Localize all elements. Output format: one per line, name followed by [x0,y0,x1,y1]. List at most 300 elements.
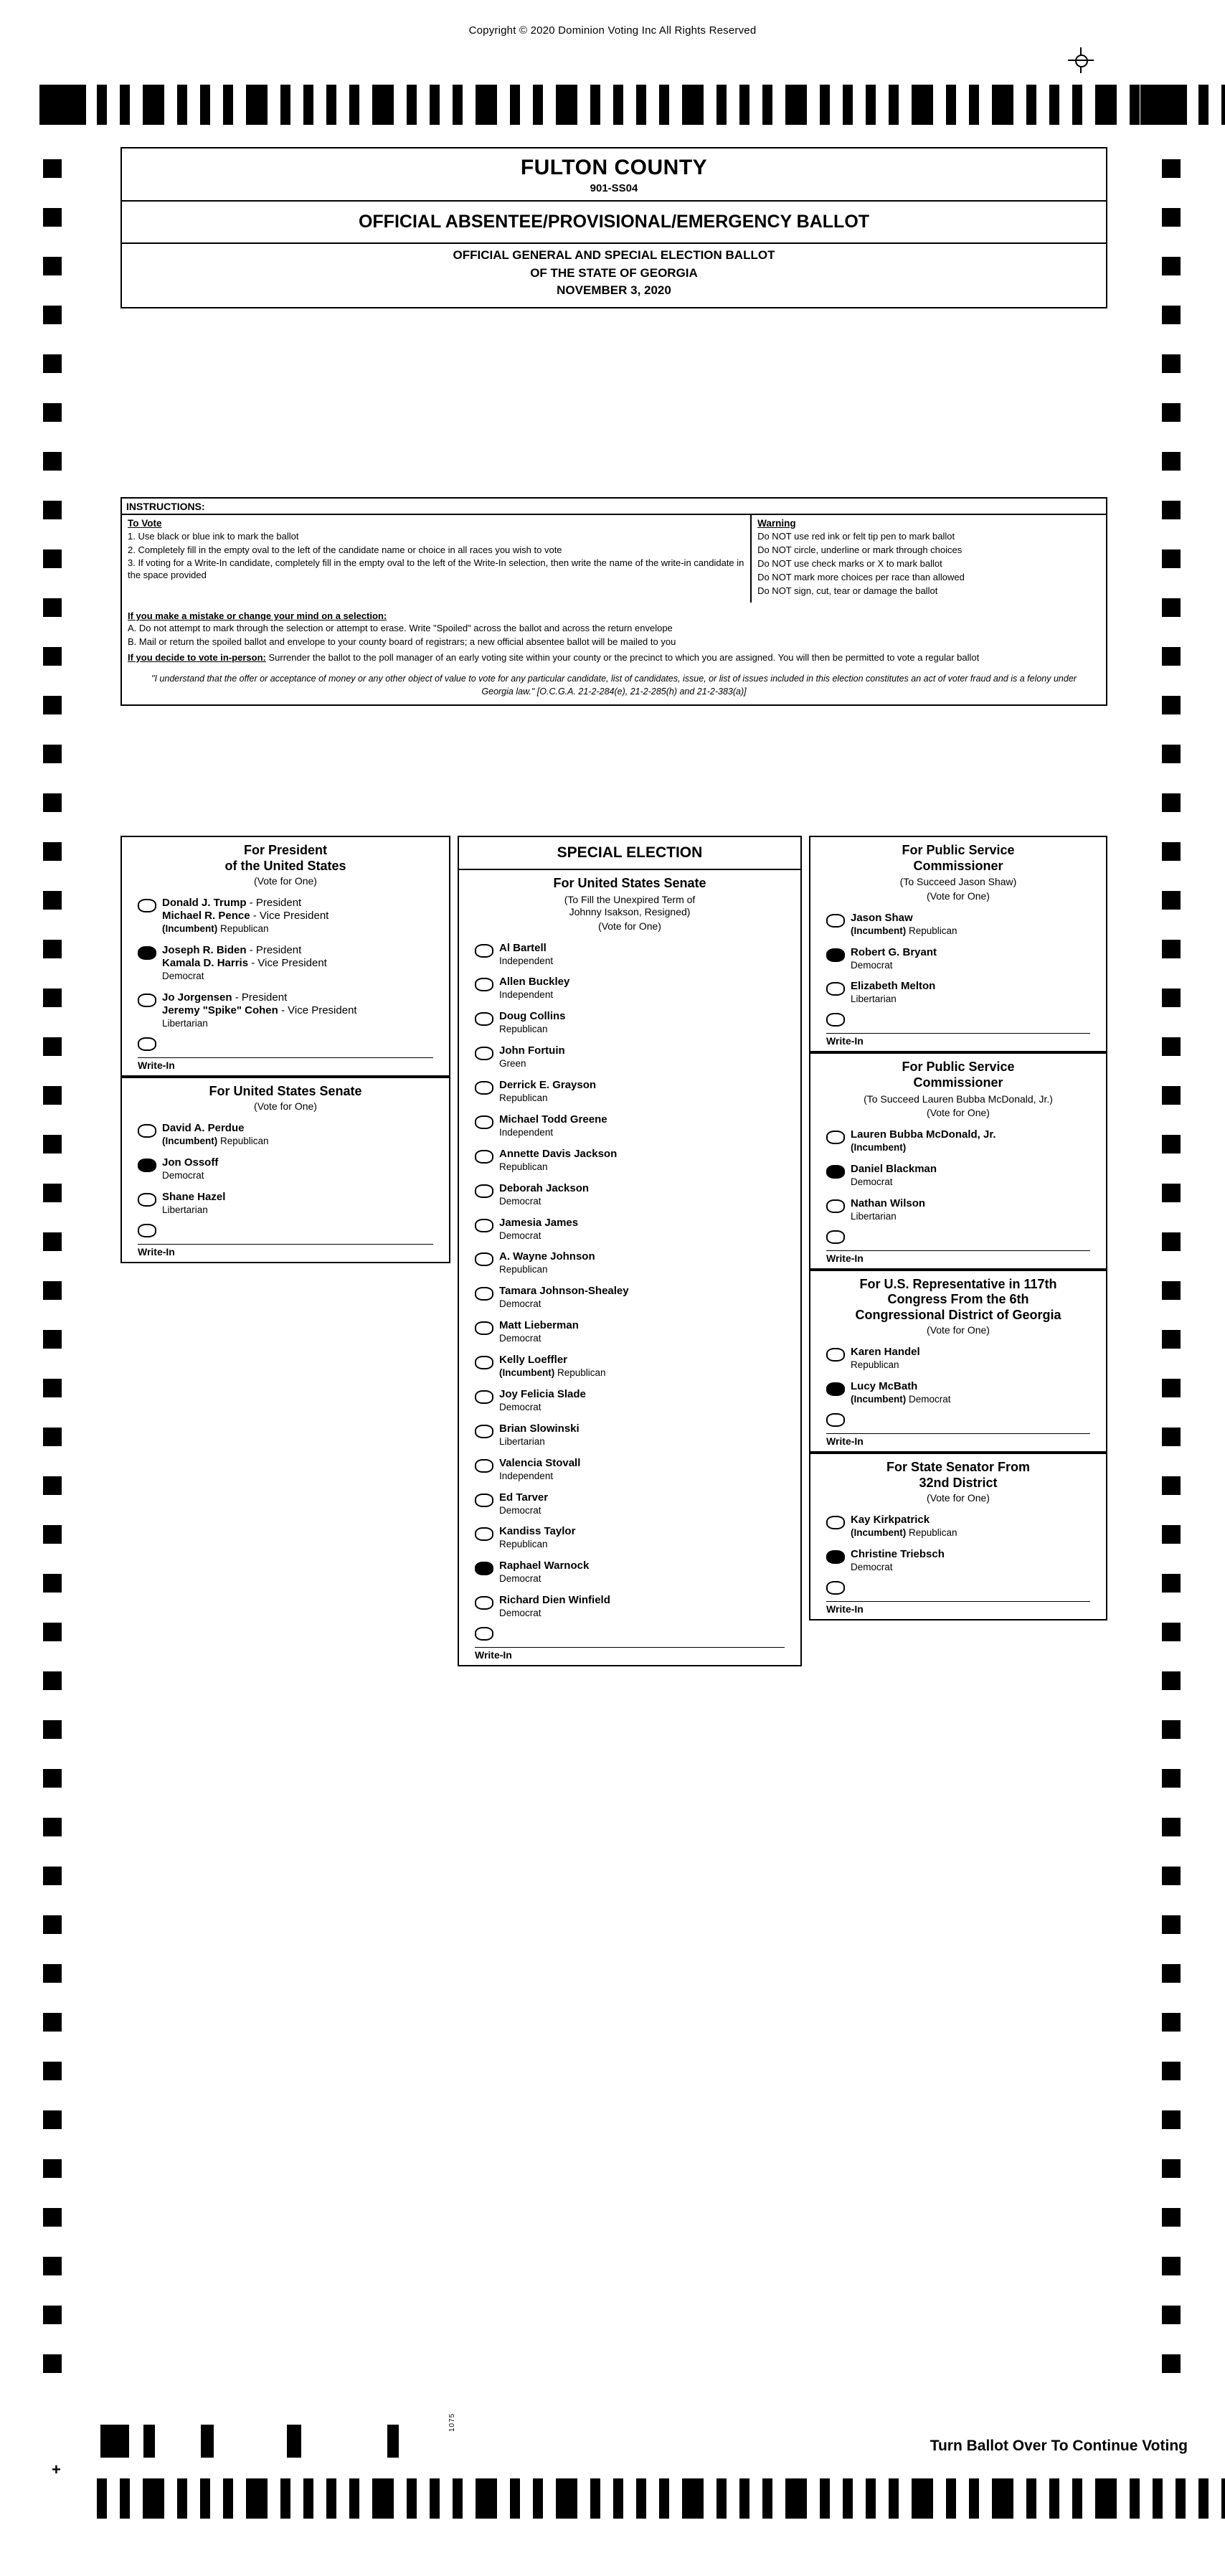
candidate-option[interactable] [810,1341,1106,1376]
candidate-option[interactable] [810,1124,1106,1159]
timing-mark [1049,2478,1059,2519]
timing-mark [280,85,290,125]
timing-mark [43,2306,62,2324]
timing-mark [43,1964,62,1983]
timing-mark [659,85,669,125]
vote-oval[interactable] [475,1115,493,1129]
timing-mark [43,257,62,275]
write-in-oval[interactable] [138,1037,156,1051]
timing-mark [1072,85,1082,125]
vote-oval[interactable] [475,1184,493,1198]
candidate-office: - President [232,991,288,1004]
contest-title: For United States Senate [209,1083,362,1098]
timing-mark [1162,1867,1181,1885]
timing-mark [613,2478,623,2519]
running-mate-office: - Vice President [278,1004,357,1016]
timing-mark [407,85,417,125]
timing-mark [43,647,62,666]
timing-mark [1162,1037,1181,1056]
timing-mark [43,452,62,471]
timing-mark [1049,85,1059,125]
write-in-label: Write-In [826,1603,864,1615]
timing-mark [1162,549,1181,568]
candidate-option[interactable] [459,1040,800,1075]
candidate-option[interactable] [459,1384,800,1418]
timing-mark [43,306,62,324]
timing-mark [1162,1574,1181,1593]
candidate-option[interactable] [459,1178,800,1212]
candidate-name: Ed Tarver [499,1491,549,1504]
timing-mark [43,1379,62,1397]
candidate-name: Lauren Bubba McDonald, Jr. [851,1128,996,1141]
vote-oval[interactable] [475,944,493,958]
candidate-party: (Incumbent) Democrat [851,1394,951,1405]
timing-mark [143,2478,164,2519]
timing-mark [326,2478,336,2519]
timing-mark [1162,452,1181,471]
write-in-oval[interactable] [826,1230,845,1244]
vote-oval[interactable] [138,994,156,1007]
timing-mark [430,85,440,125]
candidate-party: Democrat [851,959,893,971]
timing-mark [1162,2208,1181,2227]
timing-mark [43,793,62,812]
timing-mark [43,842,62,861]
timing-mark [843,2478,853,2519]
candidate-option[interactable] [810,1159,1106,1193]
timing-mark [1026,2478,1036,2519]
timing-mark [246,85,268,125]
contest-subtitle: (To Fill the Unexpired Term of Johnny Isakson, Resigned) [564,893,696,918]
timing-mark [762,2478,772,2519]
candidate-party: Democrat [499,1230,541,1241]
candidate-party: Independent [499,989,554,1001]
timing-mark [613,85,623,125]
ballot-column-3 [809,836,1107,1620]
vote-oval[interactable] [826,1165,845,1179]
timing-mark [43,1330,62,1349]
candidate-name: Jo Jorgensen - President [162,991,288,1004]
candidate-option[interactable] [459,1521,800,1555]
running-mate-name: Kamala D. Harris - Vice President [162,957,327,970]
turn-ballot-notice: Turn Ballot Over To Continue Voting [930,2438,1188,2454]
candidate-name: Shane Hazel [162,1191,226,1204]
candidate-party: Republican [499,1024,548,1035]
vote-oval[interactable] [826,982,845,996]
vote-oval[interactable] [475,1527,493,1541]
timing-mark [43,354,62,373]
candidate-option[interactable] [122,1118,449,1152]
candidate-option[interactable] [459,1349,800,1384]
barcode-bar [201,2425,214,2458]
candidate-option[interactable] [122,1152,449,1186]
timing-mark [1130,2478,1140,2519]
timing-mark [43,598,62,617]
timing-mark [43,1476,62,1495]
timing-mark [43,1623,62,1641]
mistake-step-a: A. Do not attempt to mark through the selection or attempt to erase. Write "Spoiled" across the ballot and across the return envelope [128,623,673,634]
timing-mark [43,2159,62,2178]
contest-subtitle: (To Succeed Lauren Bubba McDonald, Jr.) [864,1093,1053,1105]
candidate-option[interactable] [459,1212,800,1247]
timing-mark [992,85,1013,125]
candidate-name: Doug Collins [499,1010,566,1023]
official-ballot-title: OFFICIAL ABSENTEE/PROVISIONAL/EMERGENCY BALLOT [358,212,870,232]
timing-mark [716,2478,727,2519]
vote-oval[interactable] [475,1150,493,1164]
contest-state-senator-32 [809,1453,1107,1620]
contest-title: For Public Service Commissioner [902,843,1015,873]
timing-mark [200,2478,210,2519]
timing-mark [969,85,979,125]
timing-mark [1162,1428,1181,1446]
vote-oval[interactable] [826,914,845,928]
timing-mark [120,2478,130,2519]
candidate-name: John Fortuin [499,1044,565,1057]
candidate-party: Democrat [499,1504,541,1516]
contest-title: For Public Service Commissioner [902,1060,1015,1090]
instructions-title: INSTRUCTIONS: [126,501,205,512]
vote-oval[interactable] [826,1131,845,1144]
candidate-option[interactable] [459,1143,800,1178]
timing-mark [43,989,62,1007]
copyright-notice: Copyright © 2020 Dominion Voting Inc All Rights Reserved [468,24,757,37]
candidate-party: Democrat [499,1333,541,1344]
timing-mark [1130,85,1140,125]
timing-mark [590,85,600,125]
timing-mark [43,1428,62,1446]
timing-mark [43,208,62,227]
candidate-name: Matt Lieberman [499,1319,579,1332]
candidate-option[interactable] [459,1006,800,1040]
vote-oval[interactable] [475,1390,493,1404]
candidate-party: Democrat [162,1170,204,1181]
alignment-plus-icon: + [52,2461,61,2478]
vote-oval[interactable] [138,899,156,912]
timing-mark [866,2478,876,2519]
timing-mark [946,85,956,125]
timing-mark [716,85,727,125]
timing-mark [1162,1232,1181,1251]
warning-item: Do NOT mark more choices per race than allowed [757,571,965,582]
timing-mark [1162,696,1181,714]
contest-title: For United States Senate [553,876,706,890]
write-in-option[interactable] [810,1010,1106,1014]
timing-mark [1162,1086,1181,1105]
timing-mark [1162,598,1181,617]
candidate-option[interactable] [459,1453,800,1487]
vote-oval[interactable] [475,1047,493,1060]
vote-oval[interactable] [138,1124,156,1138]
candidate-option[interactable] [459,1109,800,1143]
barcode-bar [287,2425,301,2458]
candidate-name: Nathan Wilson [851,1197,926,1209]
timing-mark [453,85,463,125]
candidate-name: Derrick E. Grayson [499,1079,597,1092]
vote-for-instruction: (Vote for One) [927,1492,990,1504]
timing-mark [1176,85,1186,125]
write-in-option[interactable] [810,1578,1106,1582]
vote-oval[interactable] [475,1081,493,1095]
candidate-name: Deborah Jackson [499,1181,590,1194]
candidate-option[interactable] [810,976,1106,1010]
timing-mark [1162,159,1181,178]
timing-mark [820,2478,830,2519]
candidate-option[interactable] [810,1376,1106,1410]
timing-mark [1072,2478,1082,2519]
timing-mark [43,2208,62,2227]
vote-oval[interactable] [475,1425,493,1438]
timing-mark [43,1232,62,1251]
candidate-option[interactable] [459,1590,800,1624]
timing-mark [43,2062,62,2080]
incumbent-label: (Incumbent) [851,925,907,936]
candidate-option[interactable] [459,1487,800,1521]
incumbent-label: (Incumbent) [162,1136,218,1147]
timing-mark [43,891,62,910]
candidate-name: Jason Shaw [851,911,913,924]
write-in-option[interactable] [122,1221,449,1225]
candidate-name: Elizabeth Melton [851,980,936,993]
timing-mark [43,1671,62,1690]
candidate-office: - President [246,897,302,910]
timing-mark [1221,2478,1225,2519]
timing-mark [43,2013,62,2032]
candidate-party: Democrat [499,1401,541,1412]
contest-us-senate-regular [120,1077,450,1263]
candidate-option[interactable] [459,971,800,1006]
timing-mark [43,696,62,714]
vote-oval[interactable] [475,978,493,991]
incumbent-label: (Incumbent) [851,1142,907,1153]
timing-mark [1198,2478,1209,2519]
candidate-party: Democrat [499,1195,541,1207]
write-in-option[interactable] [122,1034,449,1039]
timing-mark [1162,1281,1181,1300]
candidate-option[interactable] [810,1544,1106,1578]
timing-mark [636,85,646,125]
write-in-oval[interactable] [138,1224,156,1237]
write-in-option[interactable] [459,1624,800,1628]
contest-title: For President of the United States [224,843,346,873]
contest-title: For U.S. Representative in 117th Congress From the 6th Congressional District of Georgia [855,1276,1061,1322]
timing-mark [43,1037,62,1056]
vote-oval[interactable] [826,1199,845,1213]
timing-mark [349,2478,359,2519]
timing-mark [659,2478,669,2519]
timing-mark [1162,354,1181,373]
timing-mark [223,2478,233,2519]
candidate-name: Michael Todd Greene [499,1113,607,1126]
ballot-header [120,147,1107,308]
candidate-party: Republican [499,1093,548,1104]
vote-oval[interactable] [475,1219,493,1232]
vote-oval[interactable] [475,1494,493,1507]
vote-oval[interactable] [826,948,845,962]
timing-mark [1153,2478,1163,2519]
vote-oval[interactable] [475,1562,493,1575]
vote-oval[interactable] [138,1159,156,1172]
warning-heading: Warning [757,518,796,529]
timing-mark [372,85,394,125]
special-election-section [458,836,802,1666]
timing-mark [177,2478,187,2519]
timing-mark [1162,2013,1181,2032]
write-in-label: Write-In [475,1649,512,1661]
candidate-party: (Incumbent) Republican [851,925,957,936]
candidate-party: Democrat [499,1608,541,1619]
candidate-name: Brian Slowinski [499,1422,580,1435]
timing-mark [1162,1623,1181,1641]
running-mate-office: - Vice President [248,957,327,970]
candidate-option[interactable] [810,942,1106,976]
vote-for-instruction: (Vote for One) [598,920,661,932]
candidate-name: Karen Handel [851,1346,920,1359]
vote-oval[interactable] [475,1252,493,1266]
write-in-label: Write-In [826,1435,864,1448]
vote-oval[interactable] [138,1193,156,1207]
timing-mark [1162,891,1181,910]
timing-mark [1162,989,1181,1007]
vote-oval[interactable] [826,1382,845,1396]
vote-oval[interactable] [475,1356,493,1369]
contest-psc-mcdonald [809,1052,1107,1269]
registration-mark-icon [1068,47,1094,73]
candidate-party: Democrat [499,1298,541,1310]
candidate-option[interactable] [810,1509,1106,1544]
candidate-name: Jon Ossoff [162,1156,219,1169]
write-in-oval[interactable] [475,1627,493,1641]
timing-mark [43,1818,62,1836]
timing-mark [430,2478,440,2519]
vote-oval[interactable] [826,1516,845,1529]
timing-mark [946,2478,956,2519]
timing-mark [43,1720,62,1739]
warning-item: Do NOT use check marks or X to mark ballot [757,557,942,569]
timing-mark [1162,2110,1181,2129]
timing-mark [889,85,899,125]
timing-marks-top [39,85,1187,125]
candidate-option[interactable] [459,1315,800,1349]
vote-oval[interactable] [826,1348,845,1362]
candidate-party: Libertarian [499,1435,545,1447]
timing-marks-bottom [39,2478,1187,2519]
candidate-option[interactable] [459,1280,800,1315]
timing-mark [1162,2062,1181,2080]
vote-oval[interactable] [475,1287,493,1301]
timing-mark [43,1915,62,1934]
candidate-option[interactable] [122,987,449,1034]
candidate-option[interactable] [810,907,1106,942]
barcode-bar [143,2425,155,2458]
timing-mark [682,2478,704,2519]
candidate-option[interactable] [459,1246,800,1280]
timing-mark [1162,1525,1181,1544]
timing-mark [476,85,497,125]
candidate-option[interactable] [122,892,449,940]
candidate-party: Libertarian [851,994,897,1005]
vote-for-instruction: (Vote for One) [927,890,990,902]
vote-oval[interactable] [475,1596,493,1610]
candidate-party [851,1142,1106,1154]
warning-item: Do NOT use red ink or felt tip pen to mark ballot [757,531,955,542]
incumbent-label: (Incumbent) [162,923,218,935]
timing-mark [372,2478,394,2519]
timing-mark [97,2478,107,2519]
write-in-option[interactable] [810,1410,1106,1415]
timing-mark [556,85,577,125]
candidate-party: (Incumbent) Republican [499,1367,606,1379]
candidate-name: Al Bartell [499,941,547,954]
candidate-name: Lucy McBath [851,1380,918,1393]
candidate-option[interactable] [459,1418,800,1453]
timing-mark [739,2478,749,2519]
vote-oval[interactable] [826,1550,845,1564]
timing-mark [866,85,876,125]
candidate-option[interactable] [810,1193,1106,1227]
vote-oval[interactable] [475,1459,493,1473]
election-line-1: OFFICIAL GENERAL AND SPECIAL ELECTION BALLOT [453,248,775,262]
timing-mark [820,85,830,125]
candidate-name: Christine Triebsch [851,1548,945,1561]
bottom-barcode [0,2425,1225,2468]
timing-mark [1026,85,1036,125]
vote-oval[interactable] [475,1012,493,1026]
write-in-oval[interactable] [826,1581,845,1595]
instruction-step: 3. If voting for a Write-In candidate, completely fill in the empty oval to the left of the Write-In selection, then write the name of the write-in candidate in the space provided [128,557,744,580]
candidate-name: Kandiss Taylor [499,1525,576,1538]
write-in-oval[interactable] [826,1413,845,1427]
candidate-option[interactable] [459,938,800,972]
timing-mark [476,2478,497,2519]
candidate-name: Richard Dien Winfield [499,1594,610,1607]
timing-mark [785,85,807,125]
candidate-name: Kelly Loeffler [499,1354,568,1367]
candidate-name: Kay Kirkpatrick [851,1514,930,1527]
timing-mark [556,2478,577,2519]
candidate-party: Libertarian [851,1210,897,1222]
timing-mark [303,2478,313,2519]
write-in-option[interactable] [810,1227,1106,1232]
candidate-option[interactable] [459,1555,800,1590]
timing-mark [1162,1476,1181,1495]
candidate-party: Republican [499,1539,548,1550]
vote-for-instruction: (Vote for One) [254,1100,317,1113]
write-in-oval[interactable] [826,1013,845,1027]
timing-mark [843,85,853,125]
incumbent-label: (Incumbent) [851,1527,907,1539]
timing-mark [1162,1379,1181,1397]
candidate-party: Libertarian [162,1204,208,1216]
candidate-option[interactable] [122,1186,449,1221]
write-in-label: Write-In [826,1252,864,1264]
vote-for-instruction: (Vote for One) [927,1324,990,1336]
vote-oval[interactable] [138,946,156,960]
to-vote-heading: To Vote [128,518,162,529]
candidate-name: Jamesia James [499,1216,579,1229]
candidate-option[interactable] [459,1075,800,1109]
timing-mark [1221,85,1225,125]
timing-mark [43,2354,62,2373]
timing-mark [43,403,62,422]
vote-oval[interactable] [475,1321,493,1335]
candidate-option[interactable] [122,940,449,987]
timing-mark [200,85,210,125]
candidate-name: Tamara Johnson-Shealey [499,1285,629,1298]
timing-mark [1162,2354,1181,2373]
timing-mark [349,85,359,125]
timing-mark [43,1769,62,1788]
